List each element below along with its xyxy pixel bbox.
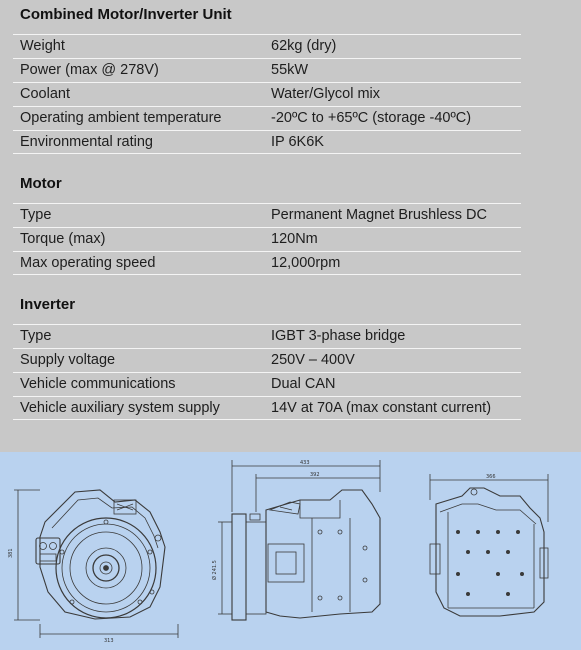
table-row <box>13 348 521 372</box>
spec-value: Permanent Magnet Brushless DC <box>271 207 487 223</box>
dimension-label: 381 <box>8 548 14 558</box>
table-row <box>13 251 521 275</box>
table-row <box>13 34 521 58</box>
table-row <box>13 106 521 130</box>
spec-label: Operating ambient temperature <box>20 110 222 126</box>
section-title: Inverter <box>20 296 76 313</box>
table-row <box>13 58 521 82</box>
spec-label: Weight <box>20 38 65 54</box>
spec-value: Dual CAN <box>271 376 336 392</box>
table-row <box>13 227 521 251</box>
table-row <box>13 324 521 348</box>
spec-label: Type <box>20 207 52 223</box>
spec-label: Coolant <box>20 86 70 102</box>
spec-label: Power (max @ 278V) <box>20 62 159 78</box>
spec-value: -20ºC to +65ºC (storage -40ºC) <box>271 110 472 126</box>
table-row <box>13 82 521 106</box>
table-row <box>13 130 521 154</box>
spec-table <box>13 34 521 154</box>
spec-value: 14V at 70A (max constant current) <box>271 400 492 416</box>
dimension-label: 313 <box>104 638 114 644</box>
spec-value: Water/Glycol mix <box>271 86 381 102</box>
dimension-label: 433 <box>300 460 310 466</box>
spec-value: 120Nm <box>271 231 318 247</box>
section-title: Combined Motor/Inverter Unit <box>20 6 232 23</box>
spec-label: Vehicle communications <box>20 376 176 392</box>
spec-label: Torque (max) <box>20 231 106 247</box>
technical-drawing <box>0 452 581 650</box>
spec-value: 55kW <box>271 62 309 78</box>
rear-view-drawing <box>430 474 548 616</box>
technical-drawing-panel <box>0 452 581 650</box>
spec-value: IGBT 3-phase bridge <box>271 328 406 344</box>
table-row <box>13 203 521 227</box>
dimension-label: 366 <box>486 474 496 480</box>
spec-table <box>13 324 521 420</box>
spec-value: 250V – 400V <box>271 352 355 368</box>
spec-value: IP 6K6K <box>271 134 324 150</box>
table-row <box>13 372 521 396</box>
section-title: Motor <box>20 175 62 192</box>
dimension-label: Ø 241.5 <box>212 560 218 580</box>
spec-label: Supply voltage <box>20 352 116 368</box>
spec-value: 62kg (dry) <box>271 38 337 54</box>
spec-value: 12,000rpm <box>271 255 341 271</box>
spec-table <box>13 203 521 275</box>
side-view-drawing <box>218 460 380 620</box>
spec-label: Vehicle auxiliary system supply <box>20 400 220 416</box>
table-row <box>13 396 521 420</box>
dimension-label: 392 <box>310 472 320 478</box>
spec-label: Environmental rating <box>20 134 153 150</box>
spec-label: Type <box>20 328 52 344</box>
spec-label: Max operating speed <box>20 255 156 271</box>
front-view-drawing <box>14 490 178 638</box>
